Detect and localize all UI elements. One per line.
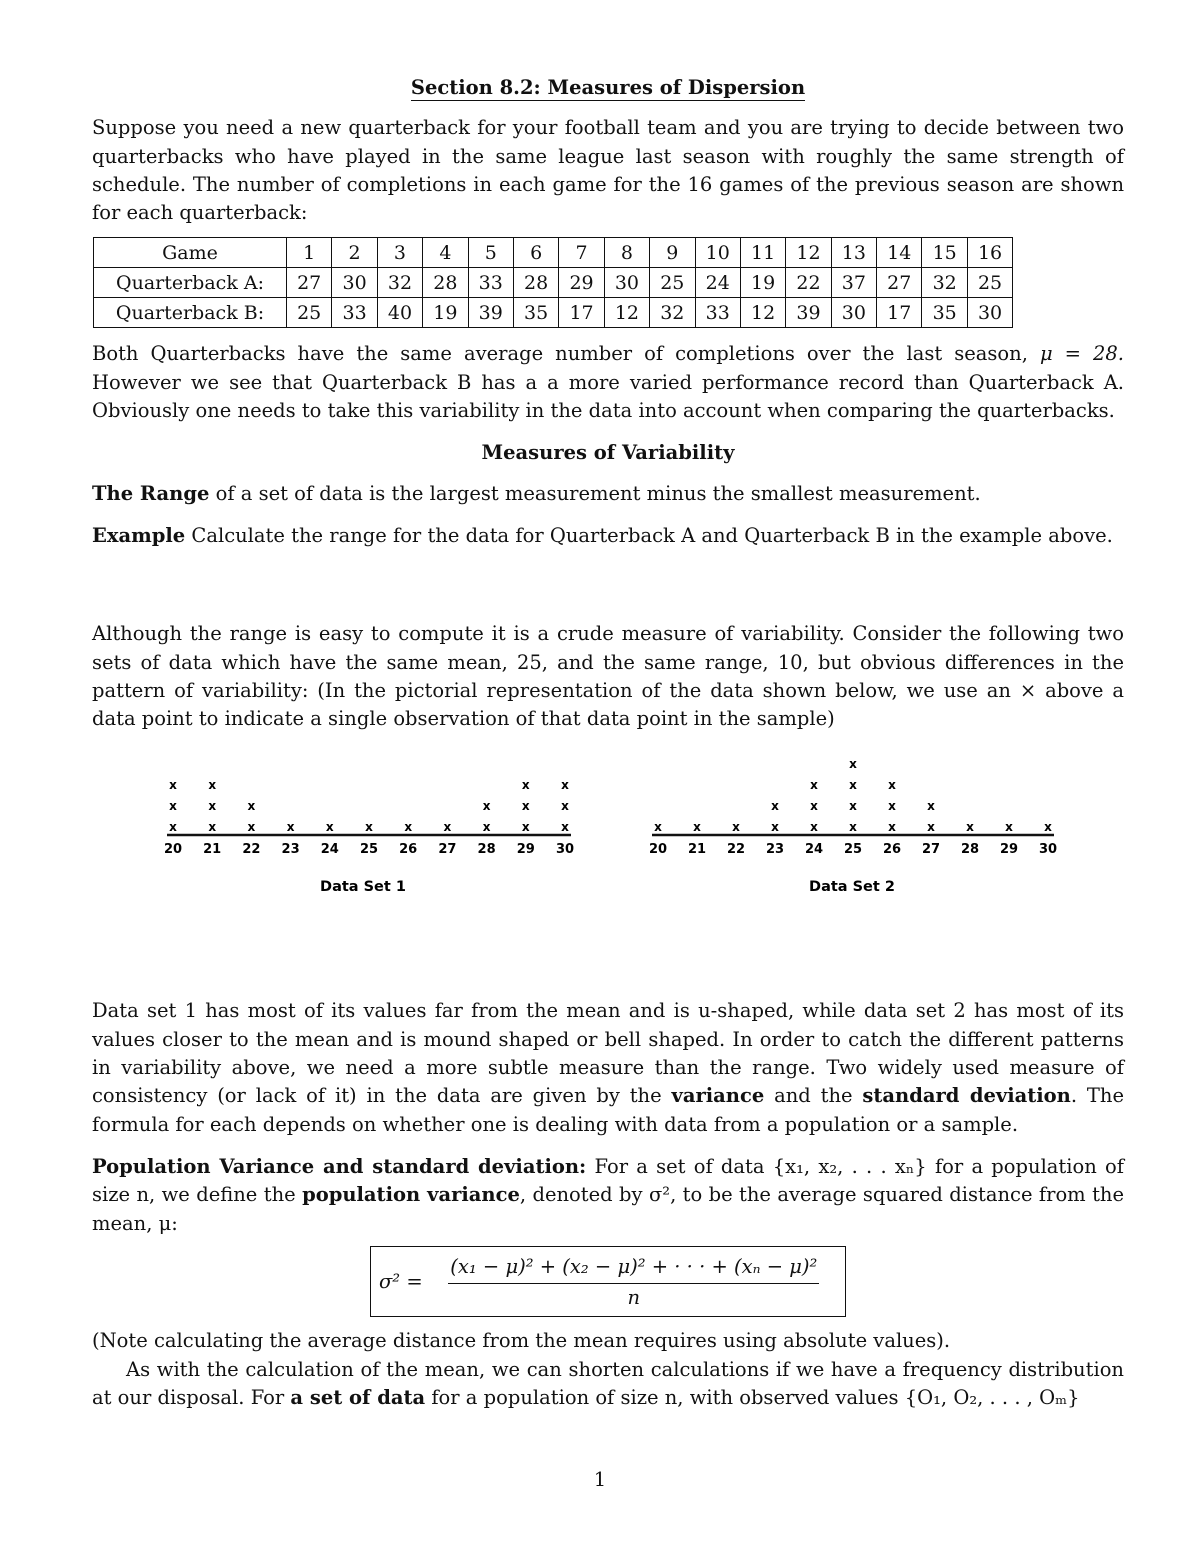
table-cell: 29 <box>559 268 604 298</box>
table-cell: 25 <box>287 298 332 328</box>
tick-label: 29 <box>516 842 535 858</box>
table-cell: 10 <box>695 238 740 268</box>
tick-label: 25 <box>843 842 863 858</box>
table-row-label: Quarterback A: <box>94 268 287 298</box>
table-cell: 35 <box>922 298 967 328</box>
tick-label: 28 <box>477 842 496 858</box>
x-marker: x <box>286 820 295 835</box>
table-row-label: Quarterback B: <box>94 298 287 328</box>
x-marker: x <box>521 820 530 835</box>
x-marker: x <box>849 778 857 793</box>
tick-label: 24 <box>320 842 339 858</box>
x-marker: x <box>521 799 530 814</box>
population-paragraph: Population Variance and standard deviation: For a set of data {x₁, x₂, . . . xₙ} for a population of size n, we define the population variance, denoted by σ², to be the average squared distance from the mean, μ: <box>92 1154 1124 1235</box>
table-cell: 6 <box>513 238 558 268</box>
tick-label: 30 <box>1038 842 1058 858</box>
x-marker: x <box>810 778 818 793</box>
table-cell: 39 <box>468 298 513 328</box>
frequency-paragraph: As with the calculation of the mean, we can shorten calculations if we have a frequency distribution at our disposal. For a set of data for a population of size n, with observed values {O₁, O₂, . . . , Oₘ} <box>92 1357 1124 1410</box>
note-paragraph: (Note calculating the average distance from the mean requires using absolute values). <box>92 1329 951 1353</box>
table-cell: 24 <box>695 268 740 298</box>
mu-value: μ = 28. <box>1039 342 1125 366</box>
table-cell: 14 <box>877 238 922 268</box>
x-marker: x <box>771 799 779 814</box>
table-cell: 19 <box>423 298 468 328</box>
table-cell: 30 <box>967 298 1012 328</box>
table-cell: 5 <box>468 238 513 268</box>
x-marker: x <box>208 820 217 835</box>
completions-table <box>93 237 1013 328</box>
dot-plots <box>92 759 1124 997</box>
x-marker: x <box>927 799 935 814</box>
x-marker: x <box>693 820 701 835</box>
tick-label: 25 <box>359 842 379 858</box>
range-definition: The Range of a set of data is the largest measurement minus the smallest measurement. <box>92 481 981 505</box>
x-marker: x <box>325 820 334 835</box>
x-marker: x <box>208 778 217 793</box>
x-marker: x <box>1005 820 1013 835</box>
x-marker: x <box>927 820 935 835</box>
tick-label: 29 <box>999 842 1019 858</box>
table-row-label: Game <box>94 238 287 268</box>
table-cell: 7 <box>559 238 604 268</box>
table-cell: 25 <box>967 268 1012 298</box>
table-cell: 30 <box>604 268 649 298</box>
table-cell: 8 <box>604 238 649 268</box>
tick-label: 27 <box>438 842 457 858</box>
table-cell: 25 <box>650 268 695 298</box>
table-cell: 12 <box>740 298 785 328</box>
table-cell: 27 <box>877 268 922 298</box>
x-marker: x <box>169 799 177 814</box>
page-content <box>92 74 1124 1412</box>
x-marker: x <box>521 778 530 793</box>
x-marker: x <box>482 820 491 835</box>
x-marker: x <box>169 778 177 793</box>
tick-label: 26 <box>399 842 418 858</box>
table-cell: 13 <box>831 238 876 268</box>
x-marker: x <box>732 820 740 835</box>
dot-plot-caption: Data Set 2 <box>809 879 895 896</box>
x-marker: x <box>208 799 217 814</box>
table-cell: 17 <box>559 298 604 328</box>
table-cell: 37 <box>831 268 876 298</box>
x-marker: x <box>888 820 896 835</box>
table-row <box>94 298 1013 328</box>
table-cell: 27 <box>287 268 332 298</box>
tick-label: 20 <box>648 842 668 858</box>
x-marker: x <box>888 799 896 814</box>
although-paragraph: Although the range is easy to compute it is a crude measure of variability. Consider the following two sets of data which have the same mean, 25, and the same range, 10, but obvious differences in the pattern of variability: (In the pictorial representation of the data shown below, we use an × above a data point to indicate a single observation of that data point in the sample) <box>92 622 1124 731</box>
example-paragraph: Example Calculate the range for the data for Quarterback A and Quarterback B in the example above. <box>92 523 1113 547</box>
table-cell: 12 <box>604 298 649 328</box>
x-marker: x <box>561 820 569 835</box>
table-cell: 32 <box>922 268 967 298</box>
dot-plot-2 <box>649 759 1057 895</box>
x-marker: x <box>561 799 569 814</box>
x-marker: x <box>771 820 779 835</box>
x-marker: x <box>849 820 857 835</box>
table-cell: 32 <box>377 268 422 298</box>
table-cell: 12 <box>786 238 831 268</box>
dot-plot-1 <box>164 778 574 895</box>
tick-label: 23 <box>765 842 785 858</box>
dataset-paragraph: Data set 1 has most of its values far from the mean and is u-shaped, while data set 2 has most of its values closer to the mean and is mound shaped or bell shaped. In order to catch the different patterns in variability above, we need a more subtle measure than the range. Two widely used measure of consistency (or lack of it) in the data are given by the variance and the standard deviation. The formula for each depends on whether one is dealing with data from a population or a sample. <box>92 999 1124 1136</box>
intro-paragraph: Suppose you need a new quarterback for your football team and you are trying to decide between two quarterbacks who have played in the same league last season with roughly the same strength of schedule. The number of completions in each game for the 16 games of the previous season are shown for each quarterback: <box>92 116 1124 225</box>
x-marker: x <box>888 778 896 793</box>
table-cell: 30 <box>332 268 377 298</box>
tick-label: 22 <box>726 842 746 858</box>
table-cell: 30 <box>831 298 876 328</box>
tick-label: 24 <box>804 842 824 858</box>
section-title: Section 8.2: Measures of Dispersion <box>410 76 806 99</box>
table-cell: 9 <box>650 238 695 268</box>
x-marker: x <box>810 820 818 835</box>
table-cell: 33 <box>468 268 513 298</box>
tick-label: 23 <box>281 842 300 858</box>
table-cell: 16 <box>967 238 1012 268</box>
x-marker: x <box>169 820 177 835</box>
x-marker: x <box>247 799 256 814</box>
tick-label: 27 <box>921 842 941 858</box>
x-marker: x <box>247 820 256 835</box>
tick-label: 20 <box>163 842 183 858</box>
x-marker: x <box>1044 820 1052 835</box>
tick-label: 21 <box>203 842 222 858</box>
table-header-row <box>94 238 1013 268</box>
x-marker: x <box>443 820 452 835</box>
formula-fraction <box>431 1253 837 1313</box>
x-marker: x <box>849 799 857 814</box>
x-marker: x <box>810 799 818 814</box>
page-number: 1 <box>593 1468 607 1491</box>
table-cell: 4 <box>423 238 468 268</box>
tick-label: 21 <box>687 842 707 858</box>
x-marker: x <box>482 799 491 814</box>
formula-denominator: n <box>627 1286 641 1310</box>
table-cell: 32 <box>650 298 695 328</box>
table-cell: 28 <box>423 268 468 298</box>
table-cell: 33 <box>695 298 740 328</box>
table-cell: 22 <box>786 268 831 298</box>
tick-label: 30 <box>555 842 575 858</box>
table-cell: 35 <box>513 298 558 328</box>
table-cell: 39 <box>786 298 831 328</box>
average-paragraph: Both Quarterbacks have the same average number of completions over the last season, μ = 28. However we see that Quarterback B has a a more varied performance record than Quarterback A. Obviously one needs to take this variability in the data into account when comparing the quarterbacks. <box>92 342 1125 423</box>
tick-label: 26 <box>882 842 902 858</box>
table-cell: 2 <box>332 238 377 268</box>
table-cell: 15 <box>922 238 967 268</box>
x-marker: x <box>654 820 662 835</box>
variability-heading: Measures of Variability <box>481 441 735 465</box>
table-cell: 33 <box>332 298 377 328</box>
table-cell: 40 <box>377 298 422 328</box>
table-cell: 17 <box>877 298 922 328</box>
table-cell: 19 <box>740 268 785 298</box>
variance-formula <box>370 1246 846 1318</box>
table-row <box>94 268 1013 298</box>
tick-label: 22 <box>242 842 261 858</box>
table-cell: 3 <box>377 238 422 268</box>
dot-plot-caption: Data Set 1 <box>320 879 406 896</box>
tick-label: 28 <box>960 842 980 858</box>
table-cell: 11 <box>740 238 785 268</box>
table-cell: 1 <box>287 238 332 268</box>
x-marker: x <box>404 820 413 835</box>
x-marker: x <box>849 759 857 772</box>
x-marker: x <box>561 778 569 793</box>
x-marker: x <box>966 820 974 835</box>
dot-plots-svg <box>0 759 1200 997</box>
formula-numerator: (x₁ − μ)² + (x₂ − μ)² + · · · + (xₙ − μ)² <box>448 1253 819 1284</box>
table-cell: 28 <box>513 268 558 298</box>
formula-lhs: σ² = <box>379 1270 423 1294</box>
x-marker: x <box>365 820 373 835</box>
